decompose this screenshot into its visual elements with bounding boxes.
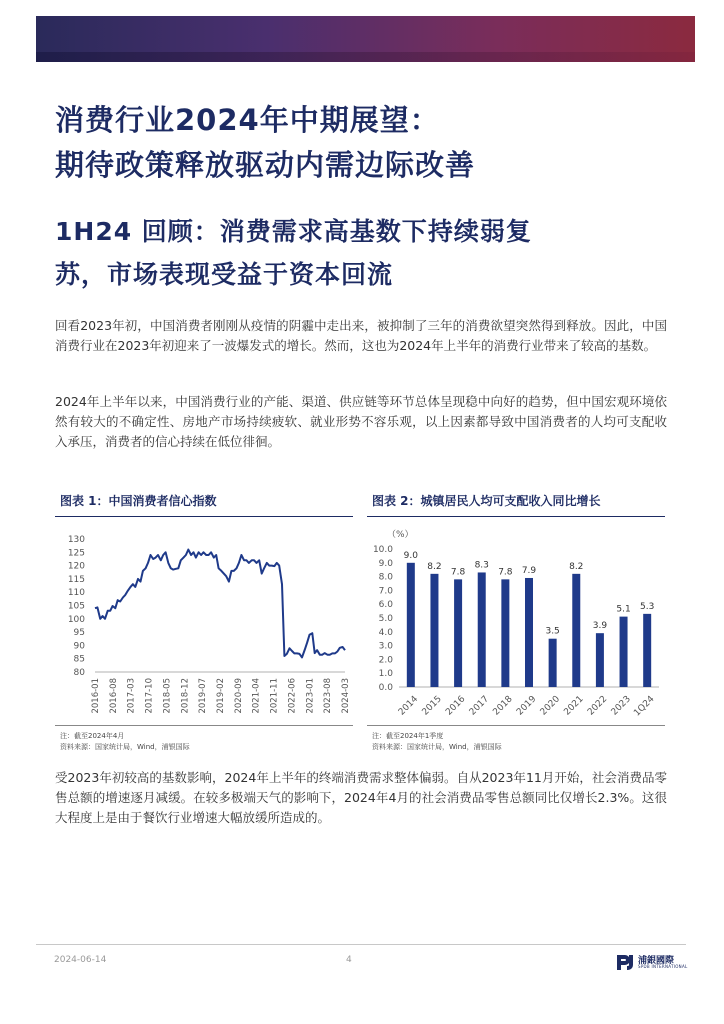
figure2-top-rule xyxy=(367,516,665,517)
x-tick-label: 2016-01 xyxy=(91,678,101,714)
footer-date: 2024-06-14 xyxy=(54,955,107,965)
figure2-note: 注：截至2024年1季度 xyxy=(372,732,444,740)
x-tick-label: 2019 xyxy=(515,694,539,718)
x-tick-label: 2017-03 xyxy=(126,678,137,714)
header-banner xyxy=(36,16,695,62)
bar-value-label: 3.5 xyxy=(545,626,560,637)
x-tick-label: 2022-06 xyxy=(287,678,298,714)
bar xyxy=(407,563,415,687)
x-tick-label: 1Q24 xyxy=(632,694,657,719)
page-number: 4 xyxy=(346,955,352,965)
logo-wordmark: 浦銀國際 xyxy=(638,956,675,966)
y-tick-label: 1.0 xyxy=(378,669,393,680)
figure1-line-chart xyxy=(55,527,353,725)
y-tick-label: 100 xyxy=(67,614,85,625)
y-tick-label: 8.0 xyxy=(378,572,393,583)
y-tick-label: 95 xyxy=(73,628,85,639)
footer-rule xyxy=(36,944,686,945)
x-tick-label: 2020 xyxy=(538,694,563,718)
y-tick-label: 90 xyxy=(73,641,85,652)
bar xyxy=(643,614,651,687)
x-tick-label: 2023-01 xyxy=(305,678,316,714)
bar xyxy=(430,574,438,687)
x-tick-label: 2014 xyxy=(396,694,421,718)
x-tick-label: 2019-02 xyxy=(216,678,226,714)
y-tick-label: 80 xyxy=(73,668,85,678)
bar-value-label: 7.9 xyxy=(521,565,537,576)
y-tick-label: 3.0 xyxy=(378,641,393,652)
y-tick-label: 2.0 xyxy=(378,655,393,666)
paragraph-3: 受2023年初较高的基数影响，2024年上半年的终端消费需求整体偏弱。自从2023年11月开始，社会消费品零售总额的增速逐月减缓。在较多极端天气的影响下，2024年4月的社会消费品零售总额同比仅增长2.3%。这很大程度上是由于餐饮行业增速大幅放缓所造成的。 xyxy=(55,770,667,825)
y-tick-label: 115 xyxy=(67,574,85,585)
x-tick-label: 2015 xyxy=(420,694,444,718)
bar xyxy=(501,579,509,687)
bar-value-label: 7.8 xyxy=(450,567,466,578)
bar xyxy=(478,572,486,687)
x-tick-label: 2023-08 xyxy=(323,678,334,714)
bar-value-label: 7.8 xyxy=(498,567,513,578)
x-tick-label: 2017 xyxy=(467,694,492,718)
paragraph-2: 2024年上半年以来，中国消费行业的产能、渠道、供应链等环节总体呈现稳中向好的趋势，但中国宏观环境依然有较大的不确定性、房地产市场持续疲软、就业形势不容乐观，以上因素都导致中国消费者的人均可支配收入承压，消费者的信心持续在低位徘徊。 xyxy=(55,394,667,449)
bar-value-label: 5.1 xyxy=(616,604,631,615)
x-tick-label: 2022 xyxy=(586,694,610,718)
y-tick-label: 0.0 xyxy=(378,683,393,693)
y-tick-label: 85 xyxy=(73,654,85,665)
x-tick-label: 2024-03 xyxy=(341,678,351,714)
figure1-source: 资料来源：国家统计局，Wind，浦银国际 xyxy=(60,743,190,751)
x-tick-label: 2021-11 xyxy=(269,678,280,714)
y-tick-label: 110 xyxy=(67,588,85,599)
y-tick-label: 120 xyxy=(67,561,85,572)
report-title-line2: 期待政策释放驱动内需边际改善 xyxy=(55,148,476,182)
y-tick-label: 5.0 xyxy=(378,614,393,624)
y-tick-label: 105 xyxy=(67,601,85,612)
bar xyxy=(596,633,604,687)
bar-value-label: 8.2 xyxy=(569,561,584,572)
figure2-bar-chart xyxy=(367,527,665,725)
bar xyxy=(549,639,557,687)
section-heading-line2: 苏，市场表现受益于资本回流 xyxy=(55,260,394,289)
y-tick-label: 7.0 xyxy=(378,586,393,597)
y-tick-label: 9.0 xyxy=(378,558,393,569)
figure1-top-rule xyxy=(55,516,353,517)
bar xyxy=(572,574,580,687)
bar xyxy=(525,578,533,687)
logo-subtext: SPDB INTERNATIONAL xyxy=(638,964,688,969)
figure2-bottom-rule xyxy=(367,725,665,726)
y-tick-label: 10.0 xyxy=(372,545,393,555)
y-unit-label: （%） xyxy=(387,530,414,540)
bar xyxy=(454,579,462,687)
x-tick-label: 2016 xyxy=(444,694,468,718)
section-heading-line1: 1H24 回顾：消费需求高基数下持续弱复 xyxy=(55,217,532,246)
x-tick-label: 2020-09 xyxy=(233,678,244,714)
y-tick-label: 6.0 xyxy=(378,600,393,611)
figure1-note: 注：截至2024年4月 xyxy=(60,732,125,740)
y-tick-label: 125 xyxy=(67,548,85,559)
x-tick-label: 2018-12 xyxy=(180,678,191,714)
figure2-title: 图表 2：城镇居民人均可支配收入同比增长 xyxy=(372,494,601,508)
bar-value-label: 9.0 xyxy=(403,550,418,561)
bar-value-label: 8.2 xyxy=(427,561,442,572)
x-tick-label: 2017-10 xyxy=(144,678,155,714)
figure1-title: 图表 1：中国消费者信心指数 xyxy=(60,494,217,508)
x-tick-label: 2021 xyxy=(562,694,586,718)
x-tick-label: 2016-08 xyxy=(108,678,119,714)
paragraph-1: 回看2023年初，中国消费者刚刚从疫情的阴霾中走出来，被抑制了三年的消费欲望突然得到释放。因此，中国消费行业在2023年初迎来了一波爆发式的增长。然而，这也为2024年上半年的消费行业带来了较高的基数。 xyxy=(55,318,667,353)
x-tick-label: 2018 xyxy=(491,694,515,718)
x-tick-label: 2021-04 xyxy=(251,678,262,714)
x-tick-label: 2023 xyxy=(609,694,633,718)
series-line xyxy=(95,550,345,658)
y-tick-label: 130 xyxy=(67,535,85,545)
x-tick-label: 2019-07 xyxy=(198,678,209,714)
figure1-bottom-rule xyxy=(55,725,353,726)
bar-value-label: 5.3 xyxy=(640,601,655,612)
figure2-source: 资料来源：国家统计局，Wind，浦银国际 xyxy=(372,743,502,751)
y-tick-label: 4.0 xyxy=(378,627,393,638)
report-title-line1: 消费行业2024年中期展望： xyxy=(55,103,440,137)
bar-value-label: 8.3 xyxy=(474,560,489,571)
bar xyxy=(620,617,628,687)
bar-value-label: 3.9 xyxy=(592,621,608,632)
x-tick-label: 2018-05 xyxy=(162,678,173,714)
